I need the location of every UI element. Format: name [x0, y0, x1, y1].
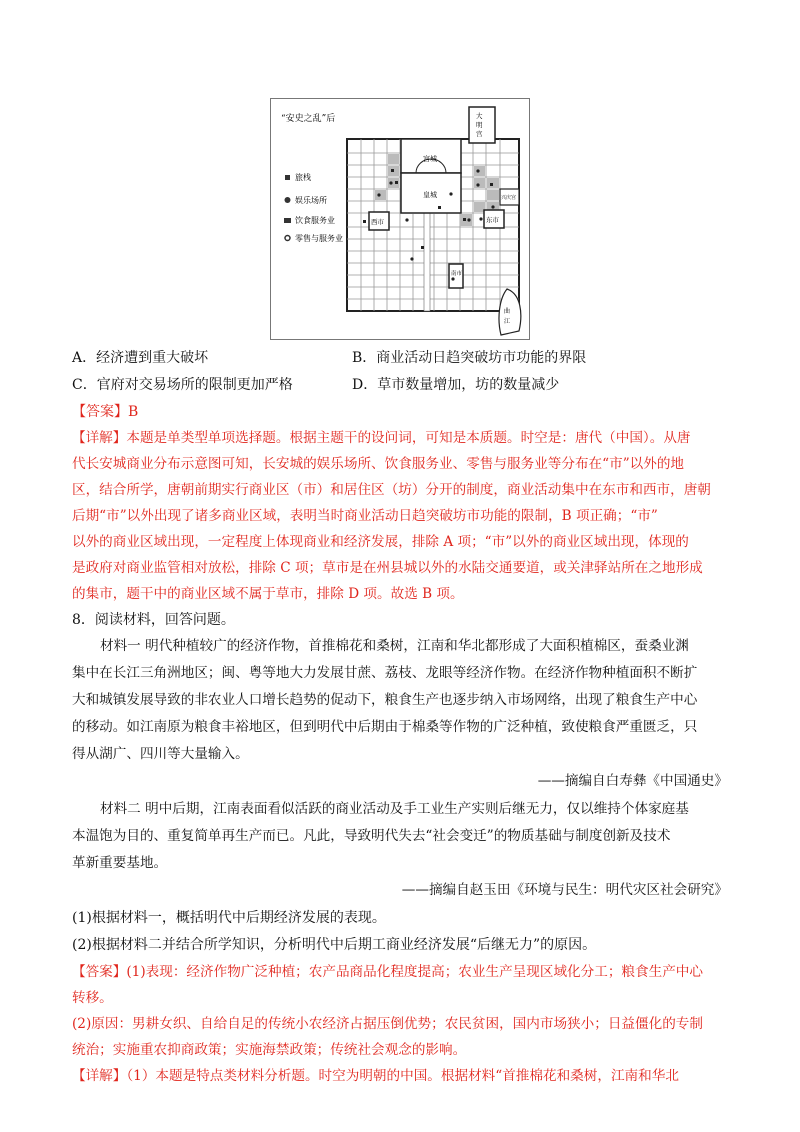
- map-caption: “安史之乱”后: [281, 114, 336, 124]
- answer-8-line-3: (2)原因：男耕女织、自给自足的传统小农经济占据压倒优势；农民贫困，国内市场狭小；日益僵化的专制: [72, 1016, 703, 1032]
- legend-retail: 零售与服务业: [295, 234, 343, 243]
- material-1-line-1: 材料一 明代种植较广的经济作物，首推棉花和桑树，江南和华北都形成了大面积植棉区，蚕桑业渊: [100, 638, 689, 654]
- changan-map-figure: [270, 98, 530, 340]
- detail-7-line-2: 代长安城商业分布示意图可知，长安城的娱乐场所、饮食服务业、零售与服务业等分布在“市”以外的地: [72, 456, 685, 472]
- label-xishi: 西市: [371, 218, 384, 226]
- detail-7-line-4: 后期“市”以外出现了诸多商业区域，表明当时商业活动日趋突破坊市功能的限制，B 项正确；“市”: [72, 508, 658, 524]
- question-8-1: (1)根据材料一，概括明代中后期经济发展的表现。: [72, 910, 386, 926]
- label-dongshi: 东市: [486, 216, 499, 224]
- detail-7-line-1: 【详解】本题是单类型单项选择题。根据主题干的设问词，可知是本质题。时空是：唐代（中国）。从唐: [72, 430, 691, 446]
- question-8-heading: 8．阅读材料，回答问题。: [72, 612, 235, 628]
- source-1: ——摘编自白寿彝《中国通史》: [537, 773, 728, 789]
- answer-8-line-1: 【答案】(1)表现：经济作物广泛种植；农产品商品化程度提高；农业生产呈现区域化分工；粮食生产中心: [72, 964, 703, 980]
- answer-8-line-4: 统治；实施重农抑商政策；实施海禁政策；传统社会观念的影响。: [72, 1042, 467, 1058]
- detail-7-line-7: 的集市，题干中的商业区域不属于草市，排除 D 项。故选 B 项。: [72, 586, 464, 602]
- material-2-line-1: 材料二 明中后期，江南表面看似活跃的商业活动及手工业生产实则后继无力，仅以维持个体家庭基: [100, 801, 689, 817]
- detail-8-line-1: 【详解】（1）本题是特点类材料分析题。时空为明朝的中国。根据材料“首推棉花和桑树，江南和华北: [72, 1068, 679, 1084]
- detail-7-line-6: 是政府对商业监管相对放松，排除 C 项；草市是在州县城以外的水陆交通要道，或关津驿站所在之地形成: [72, 560, 703, 576]
- detail-7-line-5: 以外的商业区域出现，一定程度上体现商业和经济发展，排除 A 项；“市”以外的商业区域出现，体现的: [72, 534, 689, 550]
- question-8-2: (2)根据材料二并结合所学知识，分析明代中后期工商业经济发展“后继无力”的原因。: [72, 937, 597, 953]
- map-legend: [284, 172, 343, 243]
- legend-entertainment: 娱乐场所: [295, 196, 327, 205]
- label-xingqing: 兴庆宫: [501, 195, 517, 201]
- detail-7-line-3: 区，结合所学，唐朝前期实行商业区（市）和居住区（坊）分开的制度，商业活动集中在东市和西市，唐朝: [72, 482, 711, 498]
- legend-food: 饮食服务业: [295, 216, 335, 225]
- label-qujiang-2: 江: [504, 318, 511, 325]
- material-1-line-5: 得从湖广、四川等大量输入。: [72, 746, 249, 762]
- answer-7: 【答案】B: [72, 404, 139, 420]
- label-nanshi: 南市: [451, 271, 463, 277]
- answer-8-line-2: 转移。: [72, 990, 113, 1006]
- material-2-line-3: 革新重要基地。: [72, 855, 168, 871]
- material-1-line-2: 集中在长江三角洲地区；闽、粤等地大力发展甘蔗、荔枝、龙眼等经济作物。在经济作物种植面积不断扩: [72, 665, 698, 681]
- option-a: A．经济遭到重大破坏: [72, 350, 209, 366]
- material-1-line-4: 的移动。如江南原为粮食丰裕地区，但到明代中后期由于棉桑等作物的广泛种植，致使粮食严重匮乏，只: [72, 719, 698, 735]
- legend-lodging: 旅栈: [295, 173, 311, 182]
- option-d: D．草市数量增加，坊的数量减少: [352, 377, 560, 393]
- changan-map: [271, 99, 529, 339]
- label-daming-2: 明: [476, 121, 483, 129]
- source-2: ——摘编自赵玉田《环境与民生：明代灾区社会研究》: [401, 882, 728, 898]
- label-huangcheng: 皇城: [423, 191, 437, 199]
- label-qujiang-1: 曲: [504, 308, 511, 315]
- label-daming-1: 大: [476, 112, 483, 120]
- material-1-line-3: 大和城镇发展导致的非农业人口增长趋势的促动下，粮食生产也逐步纳入市场网络，出现了粮食生产中心: [72, 692, 698, 708]
- material-2-line-2: 本温饱为目的、重复简单再生产而已。凡此，导致明代失去“社会变迁”的物质基础与制度创新及技术: [72, 828, 671, 844]
- option-c: C．官府对交易场所的限制更加严格: [72, 377, 293, 393]
- label-gongcheng: 宫城: [423, 155, 437, 163]
- label-daming-3: 宫: [476, 130, 483, 138]
- option-b: B．商业活动日趋突破坊市功能的界限: [352, 350, 587, 366]
